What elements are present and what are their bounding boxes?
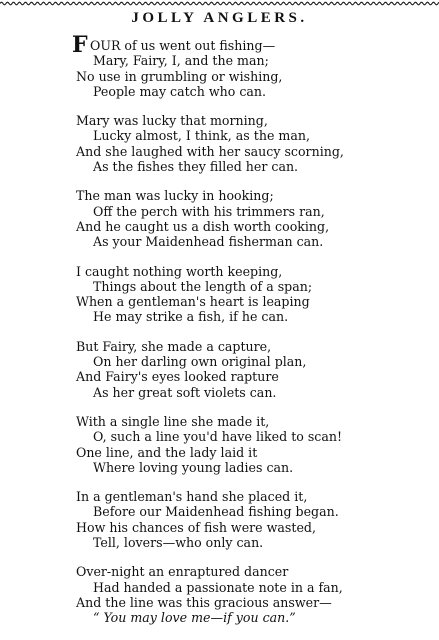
poem-line [76, 113, 436, 128]
poem-line [76, 354, 436, 369]
poem-line [76, 159, 436, 174]
poem-line [76, 309, 436, 324]
poem-line [76, 564, 436, 579]
poem-line [76, 460, 436, 475]
poem-line-text: And Fairy's eyes looked rapture [76, 369, 279, 385]
poem-body [72, 32, 436, 640]
poem-line-text: On her darling own original plan, [93, 354, 307, 370]
poem-line [76, 53, 436, 68]
poem-line [76, 520, 436, 535]
poem-line-text: Lucky almost, I think, as the man, [93, 128, 310, 144]
poem-line-text: Off the perch with his trimmers ran, [93, 203, 325, 219]
poem-line-text: And she laughed with her saucy scorning, [76, 143, 344, 159]
poem-line [76, 279, 436, 294]
poem-line [76, 504, 436, 519]
poem-line-text: Had handed a passionate note in a fan, [93, 579, 343, 595]
poem-line-text: And the line was this gracious answer— [76, 594, 332, 610]
stanza [76, 264, 436, 325]
stanza [72, 32, 436, 99]
poem-line [76, 385, 436, 400]
stanza [76, 489, 436, 550]
poem-line-text: Before our Maidenhead fishing began. [93, 504, 339, 520]
poem-line-text: Mary was lucky that morning, [76, 113, 268, 129]
poem-line-text: Tell, lovers—who only can. [93, 535, 264, 551]
poem-title: JOLLY ANGLERS. [131, 10, 308, 26]
poem-line-text: Where loving young ladies can. [93, 459, 294, 475]
poem-line [76, 294, 436, 309]
poem-line-text: But Fairy, she made a capture, [76, 338, 272, 354]
poem-line-text: In a gentleman's hand she placed it, [76, 489, 308, 505]
poem-line [76, 610, 436, 625]
poem-line [76, 414, 436, 429]
poem-line [76, 369, 436, 384]
poem-line [76, 264, 436, 279]
poem-line [76, 489, 436, 504]
poem-line [76, 84, 436, 99]
poem-line [76, 339, 436, 354]
stanza [76, 339, 436, 400]
poem-line [76, 234, 436, 249]
poem-line-text: People may catch who can. [93, 83, 266, 99]
poem-line-text: Over-night an enraptured dancer [76, 564, 289, 580]
poem-line-text: Things about the length of a span; [93, 278, 313, 294]
poem-line-text: No use in grumbling or wishing, [76, 68, 283, 84]
poem-line-text: One line, and the lady laid it [76, 444, 258, 460]
poem-line [76, 595, 436, 610]
drop-cap: F [72, 32, 88, 58]
poem-line-text: When a gentleman's heart is leaping [76, 294, 310, 310]
poem-line-text: O, such a line you'd have liked to scan! [93, 429, 343, 445]
poem-line-text: And he caught us a dish worth cooking, [76, 218, 330, 234]
poem-line [76, 69, 436, 84]
poem-line-text: I caught nothing worth keeping, [76, 263, 283, 279]
top-border-rule [0, 0, 439, 7]
poem-line [76, 445, 436, 460]
poem-line [76, 204, 436, 219]
poem-line [76, 580, 436, 595]
stanza [76, 113, 436, 174]
poem-line [72, 32, 436, 58]
poem-line-text: As your Maidenhead fisherman can. [93, 234, 324, 250]
poem-line-text: He may strike a fish, if he can. [93, 309, 289, 325]
poem-line-text: OUR of us went out fishing— [90, 38, 276, 53]
poem-line-text: “ You may love me—if you can.” [93, 610, 296, 626]
poem-line [76, 144, 436, 159]
poem-line [76, 219, 436, 234]
poem-line-text: As her great soft violets can. [93, 384, 277, 400]
stanza [76, 414, 436, 475]
poem-line-text: Mary, Fairy, I, and the man; [93, 53, 269, 69]
poem-line-text: How his chances of fish were wasted, [76, 519, 316, 535]
stanza [76, 564, 436, 625]
poem-line-text: As the fishes they filled her can. [93, 159, 299, 175]
poem-line [76, 535, 436, 550]
poem-line [76, 429, 436, 444]
poem-line [76, 128, 436, 143]
poem-line-text: The man was lucky in hooking; [76, 188, 274, 204]
poem-line-text: With a single line she made it, [76, 413, 270, 429]
stanza [76, 188, 436, 249]
poem-line [76, 188, 436, 203]
